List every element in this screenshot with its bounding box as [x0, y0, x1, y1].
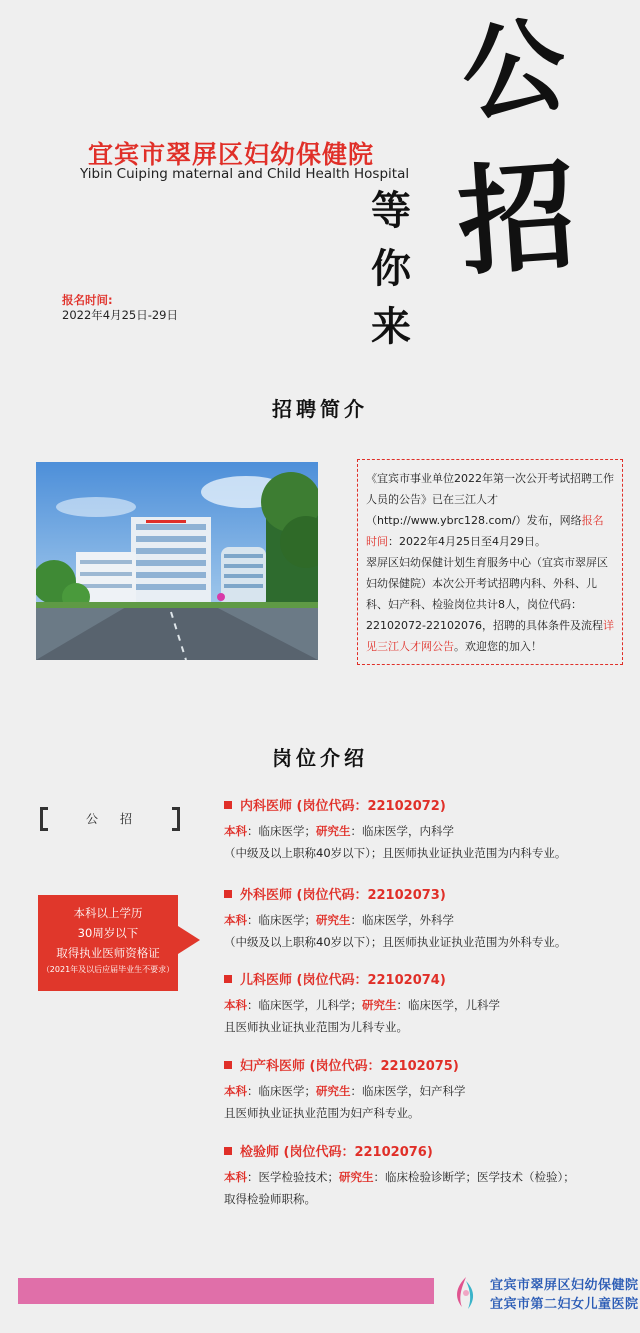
job-title — [224, 797, 624, 817]
job-majors — [224, 1080, 624, 1102]
job-item — [224, 971, 624, 1038]
job-item — [224, 1057, 624, 1124]
requirement-note: （2021年及以后应届毕业生不要求） — [41, 965, 175, 974]
square-bullet-icon — [224, 801, 232, 809]
job-title-text: 外科医师 (岗位代码：22102073) — [240, 888, 446, 903]
job-note: （中级及以上职称40岁以下）；且医师执业证执业范围为内科专业。 — [224, 846, 567, 860]
job-title-text: 检验师 (岗位代码：22102076) — [240, 1145, 433, 1160]
graduate-label: 研究生 — [362, 998, 397, 1012]
job-title-text: 内科医师 (岗位代码：22102072) — [240, 799, 446, 814]
requirement-education: 本科以上学历 — [73, 906, 143, 920]
graduate-majors: ：临床医学，儿科学 — [396, 998, 500, 1012]
requirements-box — [38, 895, 178, 991]
undergrad-majors: ：临床医学； — [247, 824, 316, 838]
slogan-char: 等 — [371, 187, 411, 234]
hospital-name-en: Yibin Cuiping maternal and Child Health Hospital — [80, 166, 410, 182]
undergrad-label: 本科 — [224, 913, 247, 927]
requirements-arrow — [178, 926, 200, 954]
registration-label: 报名时间: — [62, 293, 113, 307]
job-note: 且医师执业证执业范围为妇产科专业。 — [224, 1106, 420, 1120]
undergrad-label: 本科 — [224, 1170, 247, 1184]
intro-p2-text-a: 翠屏区妇幼保健计划生育服务中心（宜宾市翠屏区妇幼保健院）本次公开考试招聘内科、外科、儿科、妇产科、检验岗位共计8人，岗位代码：22102072-22102076，招聘的具体条件及流程 — [366, 556, 608, 632]
job-majors — [224, 994, 624, 1016]
bracket-right — [172, 807, 180, 831]
graduate-majors: ：临床检验诊断学；医学技术（检验）； — [373, 1170, 575, 1184]
job-item — [224, 797, 624, 864]
headline-char-gong: 公 — [453, 1, 574, 138]
square-bullet-icon — [224, 975, 232, 983]
footer-hospital-name-2: 宜宾市第二妇女儿童医院 — [490, 1297, 639, 1312]
graduate-majors: ：临床医学，内科学 — [350, 824, 454, 838]
job-majors — [224, 820, 624, 842]
requirement-license: 取得执业医师资格证 — [56, 946, 160, 960]
square-bullet-icon — [224, 1147, 232, 1155]
undergrad-majors: ：医学检验技术； — [247, 1170, 339, 1184]
slogan-char: 来 — [371, 303, 411, 350]
graduate-label: 研究生 — [316, 824, 351, 838]
square-bullet-icon — [224, 1061, 232, 1069]
intro-p2-highlight-link[interactable]: 详见三江人才网公告 — [366, 619, 614, 653]
job-title — [224, 886, 624, 906]
job-item — [224, 1143, 624, 1210]
intro-p2-text-b: 。欢迎您的加入！ — [454, 640, 542, 653]
undergrad-label: 本科 — [224, 824, 247, 838]
section-title-positions: 岗位介绍 — [272, 746, 368, 770]
vertical-slogan — [366, 182, 416, 356]
headline-char-zhao: 招 — [453, 145, 581, 292]
intro-p1-highlight: 报名时间 — [366, 514, 604, 548]
job-title — [224, 1143, 624, 1163]
intro-paragraph-2 — [366, 552, 614, 657]
graduate-majors: ：临床医学，外科学 — [350, 913, 454, 927]
public-recruit-label — [40, 807, 180, 831]
job-title — [224, 971, 624, 991]
job-title-text: 妇产科医师 (岗位代码：22102075) — [240, 1059, 459, 1074]
job-title — [224, 1057, 624, 1077]
bracket-label-text: 公招 — [85, 812, 154, 826]
intro-p1-text-a: 《宜宾市事业单位2022年第一次公开考试招聘工作人员的公告》已在三江人才（http://www.ybrc128.com/）发布，网络 — [366, 472, 614, 527]
section-title-intro: 招聘简介 — [272, 397, 368, 421]
graduate-label: 研究生 — [316, 1084, 351, 1098]
undergrad-majors: ：临床医学； — [247, 1084, 316, 1098]
requirement-age: 30周岁以下 — [77, 926, 139, 940]
job-majors — [224, 1166, 624, 1188]
footer-bar — [18, 1278, 434, 1304]
undergrad-label: 本科 — [224, 1084, 247, 1098]
registration-date: 2022年4月25日-29日 — [62, 308, 178, 322]
intro-text-box — [357, 459, 623, 665]
job-item — [224, 886, 624, 953]
undergrad-majors: ：临床医学，儿科学； — [247, 998, 362, 1012]
undergrad-label: 本科 — [224, 998, 247, 1012]
square-bullet-icon — [224, 890, 232, 898]
intro-paragraph-1 — [366, 468, 614, 552]
graduate-label: 研究生 — [339, 1170, 374, 1184]
slogan-char: 你 — [371, 245, 411, 292]
job-majors — [224, 909, 624, 931]
undergrad-majors: ：临床医学； — [247, 913, 316, 927]
hospital-logo-icon — [446, 1273, 486, 1313]
graduate-majors: ：临床医学，妇产科学 — [350, 1084, 466, 1098]
job-note: 且医师执业证执业范围为儿科专业。 — [224, 1020, 408, 1034]
job-note: （中级及以上职称40岁以下）；且医师执业证执业范围为外科专业。 — [224, 935, 567, 949]
job-note: 取得检验师职称。 — [224, 1192, 316, 1206]
graduate-label: 研究生 — [316, 913, 351, 927]
job-title-text: 儿科医师 (岗位代码：22102074) — [240, 973, 446, 988]
footer-hospital-name-1: 宜宾市翠屏区妇幼保健院 — [490, 1278, 639, 1293]
hospital-building-image — [36, 462, 318, 660]
intro-p1-text-b: ：2022年4月25日至4月29日。 — [388, 535, 546, 548]
hospital-name-cn: 宜宾市翠屏区妇幼保健院 — [88, 140, 375, 169]
